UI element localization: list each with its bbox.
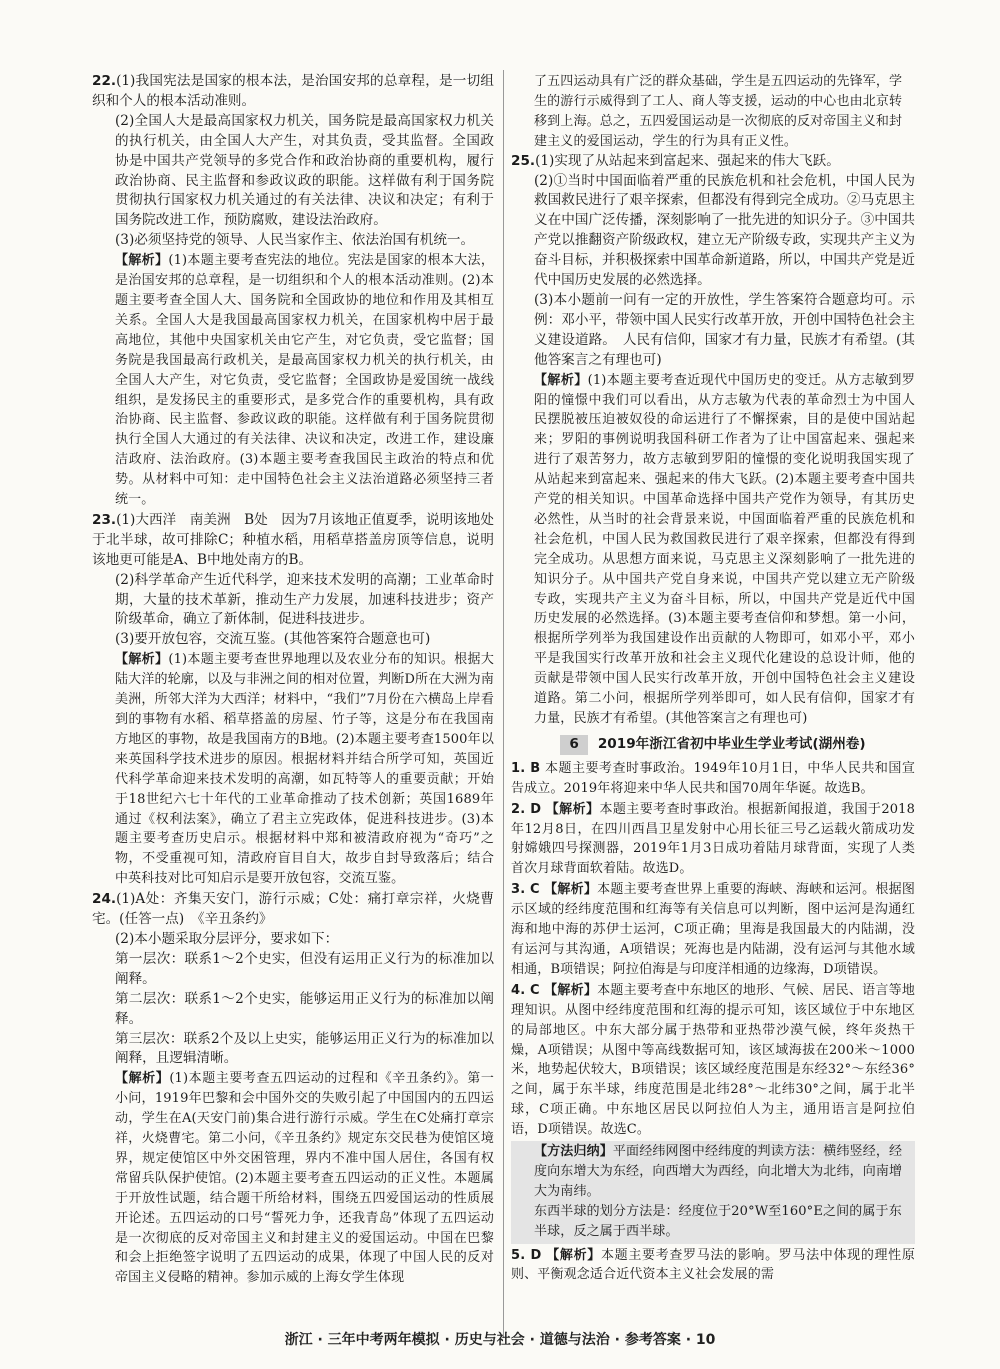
answer-line: 第一层次：联系1～2个史实，但没有运用正义行为的标准加以阐释。 — [115, 950, 494, 987]
method-summary-box — [511, 1141, 915, 1244]
method-tag: 【方法归纳】 — [534, 1144, 613, 1160]
analysis-text: (1)本题主要考查世界地理以及农业分布的知识。根据大陆大洋的轮廓，以及与非洲之间的相对位置，判断D所在大洲为南美洲，所邻大洋为大西洋；材料中，“我们”7月份在六横岛上岸看到的事物有水稻、稻草搭盖的房屋、竹子等，这是分布在我国南方地区的事物，故是我国南方的B地。(2)本题主要考查1500年以来英国科学技术进步的原因。根据材料并结合所学可知，英国近代科学革命迎来技术发明的高潮，如瓦特等人的重要贡献；开始于18世纪六七十年代的工业革命推动了技术创新；英国1689年通过《权利法案》，确立了君主立宪政体，促进科技进步。(3)本题主要考查历史启示。根据材料中郑和被清政府视为“奇巧”之物，不受重视可知，清政府盲目自大，故步自封导致落后；结合中英科技对比可知启示是要开放包容，交流互鉴。 — [115, 652, 494, 887]
right-column — [511, 72, 915, 1286]
answer-line: 第二层次：联系1～2个史实，能够运用正义行为的标准加以阐释。 — [115, 990, 494, 1027]
page-footer: 浙江 · 三年中考两年模拟 · 历史与社会 · 道德与法治 · 参考答案 · 10 — [284, 1332, 716, 1348]
question-24-continued: 了五四运动具有广泛的群众基础，学生是五四运动的先锋军，学生的游行示威得到了工人、商人等支援，运动的中心也由北京转移到上海。总之，五四爱国运动是一次彻底的反对帝国主义和封建主义的爱国运动，学生的行为具有正义性。 — [534, 74, 903, 149]
answer-line: (2)①当时中国面临着严重的民族危机和社会危机，中国人民为救国救民进行了艰辛探索，但都没有得到完全成功。②马克思主义在中国广泛传播，深刻影响了一批先进的知识分子。③中国共产党以推翻资产阶级政权，建立无产阶级专政，实现共产主义为奋斗目标，并积极探索中国革命新道路，所以，中国共产党是近代中国历史发展的必然选择。 — [534, 172, 915, 289]
answer-text: 本题主要考查时事政治。1949年10月1日，中华人民共和国宣告成立。2019年将迎来中华人民共和国70周年华诞。故选B。 — [511, 760, 915, 796]
question-23 — [92, 511, 494, 889]
answer-text: 本题主要考查中东地区的地形、气候、居民、语言等地理知识。从图中经纬度范围和红海的提示可知，该区域位于中东地区的局部地区。中东大部分属于热带和亚热带沙漠气候，终年炎热干燥，A项错误；从图中等高线数据可知，该区域海拔在200米～1000米，地势起伏较大，B项错误；该区域经度范围是东经32°～东经36°之间，属于东半球，纬度范围是北纬28°～北纬30°之间，属于北半球，C项正确。中东地区居民以阿拉伯人为主，通用语言是阿拉伯语，D项错误。故选C。 — [511, 982, 915, 1138]
question-24 — [92, 890, 494, 1288]
question-number: 25. — [511, 152, 536, 169]
analysis-text: (1)本题主要考查宪法的地位。宪法是国家的根本大法，是治国安邦的总章程，是一切组织和个人的根本活动准则。(2)本题主要考查全国人大、国务院和全国政协的地位和作用及其相互关系。全国人大是我国最高国家权力机关，在国家机构中居于最高地位，其他中央国家机关由它产生，对它负责，受它监督；国务院是我国最高行政机关，是最高国家权力机关的执行机关，由全国人大产生，对它负责，受它监督；全国政协是爱国统一战线组织，是发扬民主的重要形式，是多党合作的重要机构，具有政治协商、民主监督、参政议政的职能。这样做有利于国务院贯彻执行全国人大通过的有关法律、决议和决定，改进工作，建设廉洁政府、法治政府。(3)本题主要考查我国民主政治的特点和优势。从材料中可知：走中国特色社会主义法治道路必须坚持三者统一。 — [115, 253, 494, 508]
answer-line: (1)A处：齐集天安门，游行示威；C处：痛打章宗祥，火烧曹宅。(任答一点) 《辛丑条约》 — [92, 891, 494, 928]
analysis-tag: 【解析】 — [546, 1247, 601, 1263]
analysis-text: (1)本题主要考查五四运动的过程和《辛丑条约》。第一小问，1919年巴黎和会中国外交的失败引起了中国国内的五四运动，学生在A(天安门前)集合进行游行示威。学生在C处痛打章宗祥，火烧曹宅。第二小问，《辛丑条约》规定东交民巷为使馆区境界，规定使馆区中外交困管理，界内不准中国人居住，各国有权常留兵队保护使馆。(2)本题主要考查五四运动的正义性。本题属于开放性试题，结合题干所给材料，围绕五四爱国运动的性质展开论述。五四运动的口号“誓死力争，还我青岛”体现了五四运动是一次彻底的反对帝国主义和封建主义的爱国运动。中国在巴黎和会上拒绝签字说明了五四运动的成果，体现了中国人民的反对帝国主义侵略的精神。参加示威的上海女学生体现 — [115, 1071, 494, 1286]
method-text: 平面经纬网图中经纬度的判读方法：横纬竖经，经度向东增大为东经，向西增大为西经，向北增大为北纬，向南增大为南纬。 — [534, 1144, 903, 1199]
analysis-tag: 【解析】 — [544, 882, 598, 898]
analysis-tag: 【解析】 — [534, 372, 588, 388]
answer-line: (1)我国宪法是国家的根本法，是治国安邦的总章程，是一切组织和个人的根本活动准则。 — [92, 73, 494, 109]
answer-5 — [511, 1246, 915, 1286]
column-divider — [503, 70, 504, 1338]
answer-line: (2)科学革命产生近代科学，迎来技术发明的高潮；工业革命时期，大量的技术革新，推动生产力发展，加速科技进步；资产阶级革命，确立了新体制，促进科技进步。 — [115, 571, 494, 628]
answer-text: 本题主要考查世界上重要的海峡、海峡和运河。根据图示区域的经纬度范围和红海等有关信息可以判断，图中运河是沟通红海和地中海的苏伊士运河，C项正确；里海是我国最大的内陆湖，没有运河与其沟通，A项错误；死海也是内陆湖，没有运河与其他水域相通，B项错误；阿拉伯海是与印度洋相通的边缘海，D项错误。 — [511, 882, 915, 977]
analysis-tag: 【解析】 — [544, 982, 598, 998]
answer-line: (3)要开放包容，交流互鉴。(其他答案符合题意也可) — [115, 631, 431, 648]
question-number: 23. — [92, 511, 117, 528]
method-text: 东西半球的划分方法是：经度位于20°W至160°E之间的属于东半球，反之属于西半球。 — [534, 1203, 902, 1239]
answer-line: (2)全国人大是最高国家权力机关，国务院是最高国家权力机关的执行机关，由全国人大产生，对其负责，受其监督。全国政协是中国共产党领导的多党合作和政治协商的重要机构，履行政治协商、民主监督和参政议政的职能。这样做有利于国务院贯彻执行国家权力机关通过的有关法律、决议和决定；有利于国务院改进工作，预防腐败，建设法治政府。 — [115, 112, 494, 229]
answer-line: 第三层次：联系2个及以上史实，能够运用正义行为的标准加以阐释，且逻辑清晰。 — [115, 1030, 494, 1067]
analysis-tag: 【解析】 — [115, 253, 169, 269]
answer-1 — [511, 759, 915, 799]
answer-line: (1)实现了从站起来到富起来、强起来的伟大飞跃。 — [535, 152, 840, 169]
analysis-tag: 【解析】 — [115, 1071, 170, 1087]
analysis-tag: 【解析】 — [545, 801, 600, 817]
section-heading — [511, 735, 915, 755]
analysis-text: (1)本题主要考查近现代中国历史的变迁。从方志敏到罗阳的憧憬中我们可以看出，从方志敏为代表的革命烈士为中国人民摆脱被压迫被奴役的命运进行了不懈探索，目的是使中国站起来；罗阳的事例说明我国科研工作者为了让中国富起来、强起来进行了艰苦努力，故方志敏到罗阳的憧憬的变化说明我国实现了从站起来到富起来、强起来的伟大飞跃。(2)本题主要考查中国共产党的相关知识。中国革命选择中国共产党作为领导，有其历史必然性，从当时的社会背景来说，中国面临着严重的民族危机和社会危机，中国人民为救国救民进行了艰辛探索，但都没有得到完全成功。从思想方面来说，马克思主义深刻影响了一批先进的知识分子。从中国共产党自身来说，中国共产党以建立无产阶级专政，实现共产主义为奋斗目标，所以，中国共产党是近代中国历史发展的必然选择。(3)本题主要考查信仰和梦想。第一小问，根据所学列举为我国建设作出贡献的人物即可，如邓小平，邓小平是我国实行改革开放和社会主义现代化建设的总设计师，他的贡献是带领中国人民实行改革开放，开创中国特色社会主义建设道路。第二小问，根据所学列举即可，如人民有信仰，国家才有力量，民族才有希望。(其他答案言之有理也可) — [534, 372, 915, 726]
answer-line: (1)大西洋 南美洲 B处 因为7月该地正值夏季，说明该地处于北半球，故可排除C；种植水稻，用稻草搭盖房顶等信息，说明该地更可能是A、B中地处南方的B。 — [92, 511, 494, 568]
answer-text: 本题主要考查罗马法的影响。罗马法中体现的理性原则、平衡观念适合近代资本主义社会发展的需 — [511, 1247, 915, 1283]
answer-text: 本题主要考查时事政治。根据新闻报道，我国于2018年12月8日，在四川西昌卫星发射中心用长征三号乙运载火箭成功发射嫦娥四号探测器，2019年1月3日成功着陆月球背面，实现了人类首次月球背面软着陆。故选D。 — [511, 801, 915, 877]
answer-number: 1. B — [511, 760, 541, 776]
answer-4 — [511, 981, 915, 1140]
analysis-tag: 【解析】 — [115, 652, 169, 668]
answer-3 — [511, 880, 915, 980]
section-title: 2019年浙江省初中毕业生学业考试(湖州卷) — [597, 735, 866, 752]
question-22 — [92, 72, 494, 510]
answer-number: 2. D — [511, 801, 542, 817]
question-number: 22. — [92, 73, 117, 89]
answer-number: 3. C — [511, 882, 540, 898]
left-column — [92, 72, 494, 1289]
question-25 — [511, 152, 915, 729]
answer-line: (3)本小题前一问有一定的开放性，学生答案符合题意均可。示例：邓小平，带领中国人民实行改革开放，开创中国特色社会主义建设道路。 人民有信仰，国家才有力量，民族才有希望。(其他答案言之有理也可) — [534, 291, 915, 368]
answer-number: 4. C — [511, 982, 540, 998]
answer-line: (3)必须坚持党的领导、人民当家作主、依法治国有机统一。 — [115, 232, 475, 249]
answer-line: (2)本小题采取分层评分，要求如下： — [115, 930, 339, 947]
section-number: 6 — [560, 735, 587, 755]
answer-2 — [511, 800, 915, 880]
answer-number: 5. D — [511, 1247, 542, 1263]
question-number: 24. — [92, 891, 117, 908]
